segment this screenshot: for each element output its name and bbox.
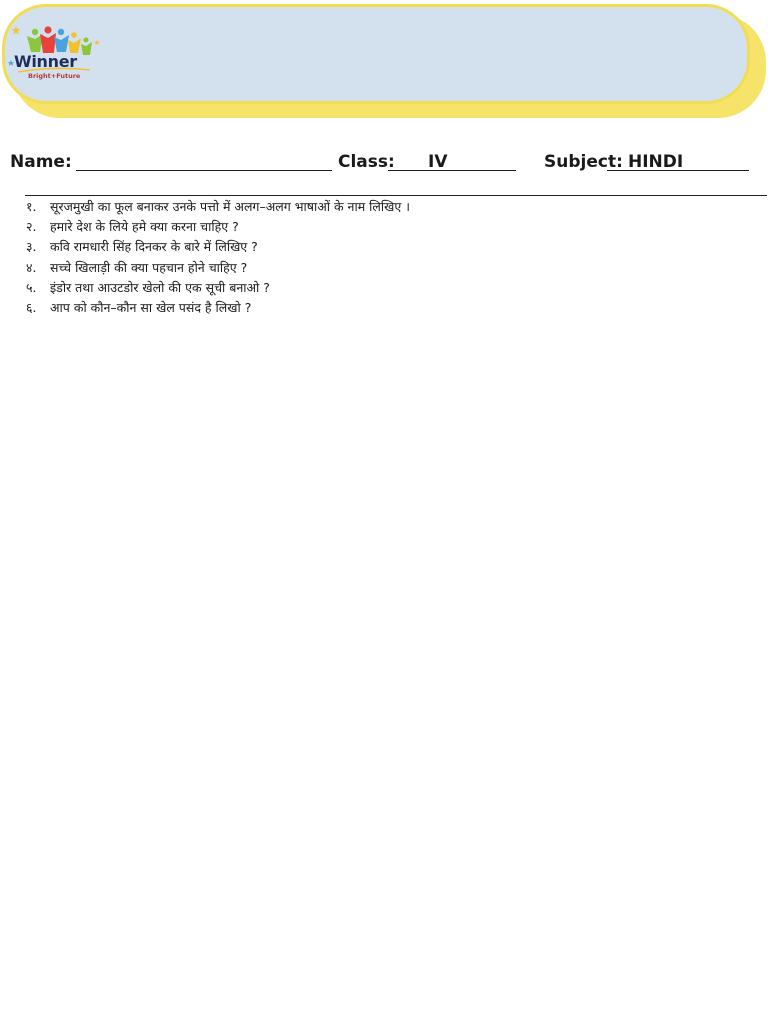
question-text: हमारे देश के लिये हमे क्या करना चाहिए ? [50,219,239,235]
subject-label: Subject: [544,152,623,172]
logo-wordmark: Winner [14,52,77,71]
question-item [26,258,410,278]
question-text: सच्चे खिलाड़ी की क्या पहचान होने चाहिए ? [50,259,248,275]
name-label: Name: [10,152,72,172]
class-label: Class: [338,152,395,172]
question-number: ३. [26,239,37,255]
student-info-row [0,150,768,180]
question-list [26,197,410,318]
question-text: कवि रामधारी सिंह दिनकर के बारे में लिखिए ? [50,239,258,255]
question-number: १. [26,199,37,214]
question-number: २. [26,219,37,235]
question-number: ४. [26,259,37,275]
subject-underline [607,170,749,171]
question-item [26,197,410,217]
class-underline [388,170,516,171]
class-value[interactable]: IV [428,152,448,172]
question-text: आप को कौन–कौन सा खेल पसंद है लिखो ? [50,300,252,316]
question-item [26,237,410,257]
question-number: ६. [26,300,37,316]
logo-tagline: Bright+Future [28,72,81,80]
subject-value[interactable]: HINDI [628,152,684,172]
question-text: इंडोर तथा आउटडोर खेलो की एक सूची बनाओ ? [50,279,270,295]
header-divider [25,195,767,196]
question-item [26,278,410,298]
question-number: ५. [26,279,37,295]
question-item [26,298,410,318]
school-logo [4,22,104,86]
name-underline [76,170,332,171]
question-item [26,217,410,237]
question-text: सूरजमुखी का फूल बनाकर उनके पत्तो में अलग–अलग भाषाओं के नाम लिखिए । [50,199,410,214]
header-banner [2,4,750,104]
